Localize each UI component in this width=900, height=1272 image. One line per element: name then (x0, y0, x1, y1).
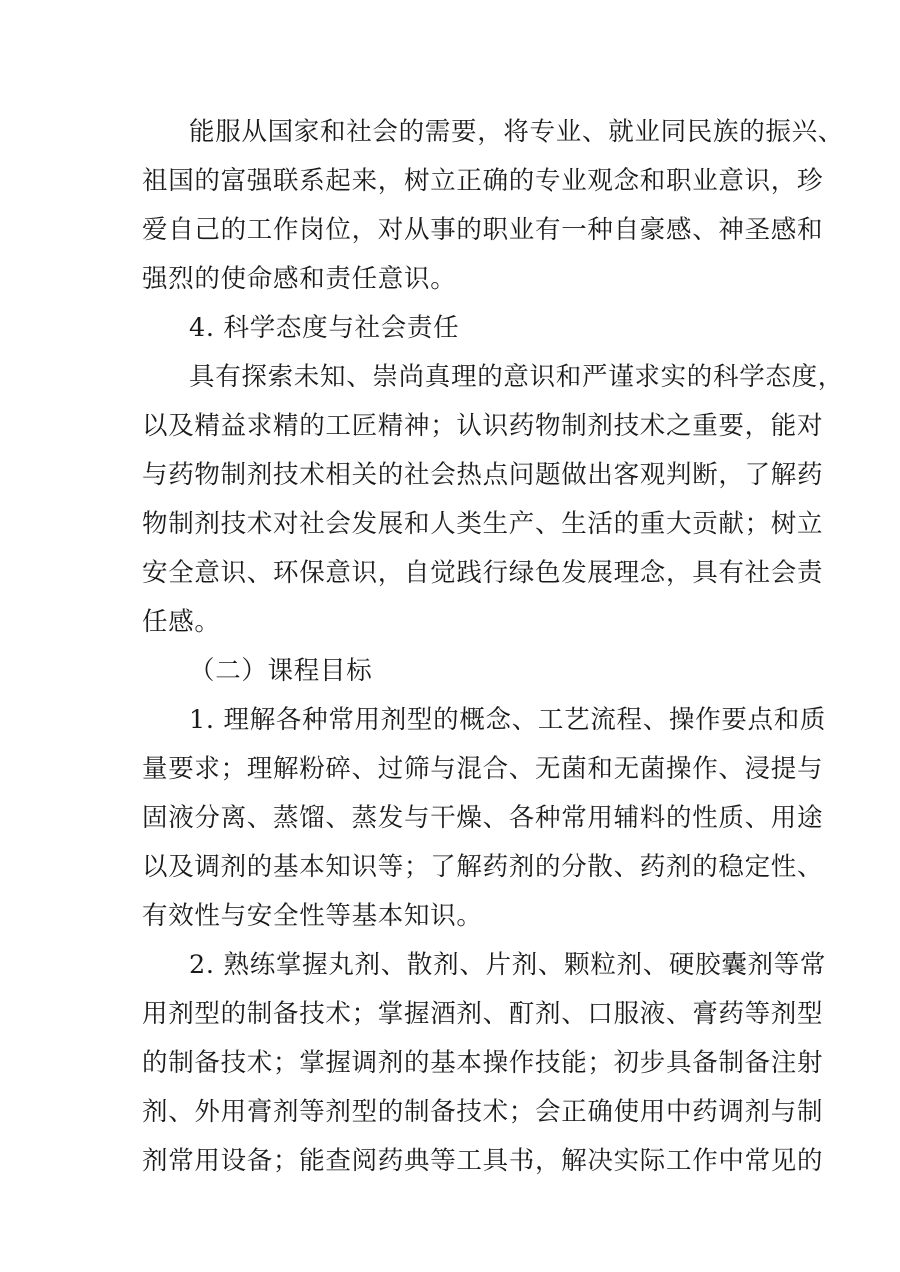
paragraph-line: 强烈的使命感和责任意识。 (142, 264, 457, 294)
paragraph-line: 任感。 (142, 607, 221, 637)
paragraph-line: 剂常用设备；能查阅药典等工具书，解决实际工作中常见的 (142, 1146, 824, 1176)
paragraph-line: 2. 熟练掌握丸剂、散剂、片剂、颗粒剂、硬胶囊剂等常 (189, 950, 827, 980)
paragraph-line: 具有探索未知、崇尚真理的意识和严谨求实的科学态度， (189, 362, 845, 392)
paragraph-line: 剂、外用膏剂等剂型的制备技术；会正确使用中药调剂与制 (142, 1097, 824, 1127)
paragraph-line: 用剂型的制备技术；掌握酒剂、酊剂、口服液、膏药等剂型 (142, 999, 824, 1029)
paragraph-line: 以及精益求精的工匠精神；认识药物制剂技术之重要，能对 (142, 411, 824, 441)
paragraph-line: 祖国的富强联系起来，树立正确的专业观念和职业意识，珍 (142, 166, 824, 196)
paragraph-line: 安全意识、环保意识，自觉践行绿色发展理念，具有社会责 (142, 558, 824, 588)
paragraph-line: 爱自己的工作岗位，对从事的职业有一种自豪感、神圣感和 (142, 215, 824, 245)
section-heading: （二）课程目标 (189, 656, 373, 686)
paragraph-line: 与药物制剂技术相关的社会热点问题做出客观判断，了解药 (142, 460, 824, 490)
paragraph-line: 物制剂技术对社会发展和人类生产、生活的重大贡献；树立 (142, 509, 824, 539)
paragraph-line: 有效性与安全性等基本知识。 (142, 901, 483, 931)
paragraph-line: 的制备技术；掌握调剂的基本操作技能；初步具备制备注射 (142, 1048, 824, 1078)
paragraph-line: 能服从国家和社会的需要，将专业、就业同民族的振兴、 (189, 117, 845, 147)
paragraph-line: 固液分离、蒸馏、蒸发与干燥、各种常用辅料的性质、用途 (142, 803, 824, 833)
paragraph-line: 以及调剂的基本知识等；了解药剂的分散、药剂的稳定性、 (142, 852, 824, 882)
paragraph-line: 1. 理解各种常用剂型的概念、工艺流程、操作要点和质 (189, 705, 827, 735)
paragraph-line: 量要求；理解粉碎、过筛与混合、无菌和无菌操作、浸提与 (142, 754, 824, 784)
section-heading: 4. 科学态度与社会责任 (189, 313, 460, 343)
